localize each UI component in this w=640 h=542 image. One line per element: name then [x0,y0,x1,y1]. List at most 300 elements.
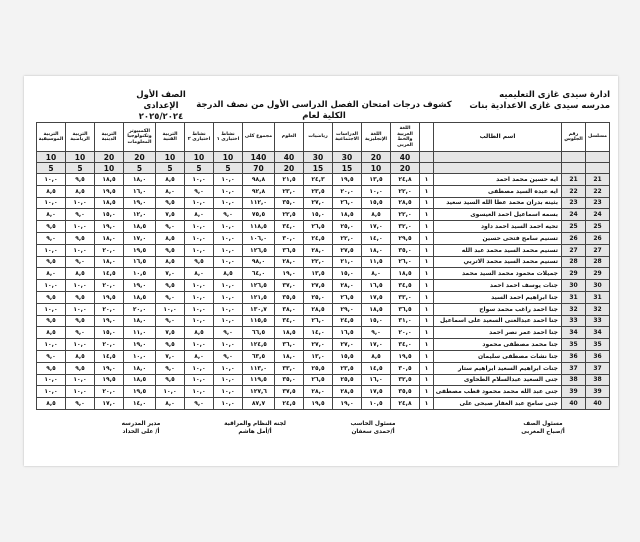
col-header-name: اسم الطالب [434,123,562,152]
seat-number-cell: 23 [562,197,586,209]
min-cell: 5 [214,163,243,174]
religion-grade-cell: ١٨,٠ [95,232,124,244]
activity2-grade-cell: ٨,٠ [185,209,214,221]
social-studies-grade-cell: ٢٧,٥ [333,244,362,256]
seat-number-cell: 27 [562,244,586,256]
computer-grade-cell: ١١,٠ [124,327,156,339]
header-row [37,123,610,152]
max-blank [562,152,586,163]
arabic-grade-cell: ٣٢,٥ [391,374,420,386]
flag-cell: ١ [420,339,434,351]
english-grade-cell: ١٧,٠ [362,339,391,351]
flag-cell: ١ [420,362,434,374]
computer-grade-cell: ١٩,٥ [124,386,156,398]
math-grade-cell: ٢٤,٥ [304,232,333,244]
min-cell: 15 [333,163,362,174]
activity2-grade-cell: ١٠,٠ [185,232,214,244]
serial-cell: 40 [586,398,610,410]
activity1-grade-cell: ١٠,٠ [214,339,243,351]
religion-grade-cell: ١٩,٥ [95,374,124,386]
science-grade-cell: ١٨,٥ [275,327,304,339]
min-cell: 5 [37,163,66,174]
min-blank [562,163,586,174]
music-grade-cell: ٩,٥ [37,221,66,233]
min-blank [420,163,434,174]
computer-grade-cell: ١٩,٠ [124,280,156,292]
activity2-grade-cell: ١٠,٠ [185,303,214,315]
seat-number-cell: 39 [562,386,586,398]
activity2-grade-cell: ١٠,٠ [185,315,214,327]
math-grade-cell: ١٣,٥ [304,268,333,280]
science-grade-cell: ٣٤,٠ [275,315,304,327]
activity1-grade-cell: ١٠,٠ [214,197,243,209]
seat-number-cell: 40 [562,398,586,410]
music-grade-cell: ٩,٠ [37,232,66,244]
min-marks-row [37,163,610,174]
arabic-grade-cell: ٣٤,٠ [391,339,420,351]
social-studies-grade-cell: ١٥,٠ [333,268,362,280]
computer-grade-cell: ١٦,٠ [124,185,156,197]
social-studies-grade-cell: ٢٨,٥ [333,386,362,398]
social-studies-grade-cell: ٢٧,٠ [333,339,362,351]
table-row [37,185,610,197]
math-grade-cell: ٢٧,٠ [304,197,333,209]
total-grade-cell: ١٢٤,٥ [243,339,275,351]
activity2-grade-cell: ٨,٥ [185,327,214,339]
sports-grade-cell: ٨,٥ [66,268,95,280]
social-studies-grade-cell: ١٥,٥ [333,350,362,362]
social-studies-grade-cell: ٢٤,٥ [333,315,362,327]
math-grade-cell: ١٩,٥ [304,398,333,410]
activity1-grade-cell: ١٠,٠ [214,280,243,292]
student-name-cell: ايه حسين محمد احمد [434,174,562,186]
school-header [469,90,610,112]
sports-grade-cell: ٨,٥ [66,185,95,197]
seat-number-cell: 26 [562,232,586,244]
religion-grade-cell: ١٩,٠ [95,315,124,327]
art-grade-cell: ٩,٥ [156,244,185,256]
serial-cell: 22 [586,185,610,197]
sports-grade-cell: ٩,٥ [66,232,95,244]
grade-sheet [24,76,618,466]
signature-name: أ/صباح المغربى [521,429,565,435]
music-grade-cell: ١٠,٠ [37,244,66,256]
total-grade-cell: ٩٨,٠ [243,256,275,268]
social-studies-grade-cell: ٢٥,٥ [333,374,362,386]
min-cell: 15 [304,163,333,174]
activity1-grade-cell: ٩,٠ [214,350,243,362]
student-name-cell: جنا احمد راغب محمد سواح [434,303,562,315]
col-header-arabic: اللغة العربية والخط العربى [391,123,420,152]
min-cell: 5 [185,163,214,174]
religion-grade-cell: ١٨,٠ [95,256,124,268]
english-grade-cell: ١٦,٠ [362,374,391,386]
serial-cell: 34 [586,327,610,339]
activity1-grade-cell: ١٠,٠ [214,232,243,244]
table-row [37,221,610,233]
grade-level: الصف الأول الإعدادى [136,90,186,111]
activity1-grade-cell: ١٠,٠ [214,244,243,256]
total-grade-cell: ٧٥,٥ [243,209,275,221]
total-grade-cell: ٨٧,٧ [243,398,275,410]
english-grade-cell: ١٠,٠ [362,185,391,197]
serial-cell: 37 [586,362,610,374]
music-grade-cell: ٩,٥ [37,291,66,303]
table-row [37,256,610,268]
activity1-grade-cell: ١٠,٠ [214,291,243,303]
serial-cell: 25 [586,221,610,233]
max-cell: 20 [124,152,156,163]
seat-number-cell: 32 [562,303,586,315]
music-grade-cell: ١٠,٠ [37,303,66,315]
total-grade-cell: ٩٢,٨ [243,185,275,197]
english-grade-cell: ٨,٥ [362,350,391,362]
student-name-cell: جنا محمد مصطفى محمود [434,339,562,351]
religion-grade-cell: ١٩,٥ [95,291,124,303]
max-cell: 10 [214,152,243,163]
total-grade-cell: ٦٦,٥ [243,327,275,339]
col-header-art: التربية الفنية [156,123,185,152]
science-grade-cell: ٣٤,٠ [275,221,304,233]
flag-cell: ١ [420,209,434,221]
religion-grade-cell: ٢٠,٠ [95,303,124,315]
art-grade-cell: ١٠,٠ [156,386,185,398]
arabic-grade-cell: ٢٤,٨ [391,174,420,186]
art-grade-cell: ٨,٥ [156,174,185,186]
science-grade-cell: ٣٥,٥ [275,291,304,303]
activity2-grade-cell: ١٠,٠ [185,174,214,186]
english-grade-cell: ١٥,٠ [362,315,391,327]
art-grade-cell: ٩,٥ [156,339,185,351]
english-grade-cell: ١٤,٠ [362,232,391,244]
sports-grade-cell: ٩,٥ [66,315,95,327]
english-grade-cell: ١٧,٥ [362,291,391,303]
col-header-activity2: نشاط اختيارى ٢ [185,123,214,152]
total-grade-cell: ١١٢,٠ [243,197,275,209]
col-header-computer: الكمبيوتر وتكنولوجيا المعلومات [124,123,156,152]
activity2-grade-cell: ٩,٠ [185,185,214,197]
student-name-cell: جميلات محمود محمد السيد محمد [434,268,562,280]
math-grade-cell: ٢٦,٥ [304,374,333,386]
min-cell: 5 [124,163,156,174]
religion-grade-cell: ٢٠,٠ [95,244,124,256]
computer-grade-cell: ٢٠,٠ [124,303,156,315]
activity2-grade-cell: ١٠,٠ [185,291,214,303]
computer-grade-cell: ١٨,٥ [124,374,156,386]
administration-name: ادارة سيدى غازى التعليميه [499,90,610,100]
table-row [37,232,610,244]
serial-cell: 31 [586,291,610,303]
activity1-grade-cell: ١٠,٠ [214,174,243,186]
computer-grade-cell: ١٨,٥ [124,291,156,303]
activity2-grade-cell: ١٠,٠ [185,280,214,292]
math-grade-cell: ٢٦,٠ [304,315,333,327]
activity1-grade-cell: ١٠,٠ [214,398,243,410]
max-blank [434,152,562,163]
activity2-grade-cell: ١٠,٠ [185,362,214,374]
serial-cell: 35 [586,339,610,351]
student-name-cell: جنى السعيد عبدالسلام الطحاوى [434,374,562,386]
activity1-grade-cell: ١٠,٠ [214,374,243,386]
total-grade-cell: ١١٥,٥ [243,315,275,327]
music-grade-cell: ١٠,٠ [37,386,66,398]
grade-header [122,90,200,123]
art-grade-cell: ٨,٥ [156,232,185,244]
total-grade-cell: ١٢٦,٥ [243,244,275,256]
table-row [37,386,610,398]
serial-cell: 32 [586,303,610,315]
table-row [37,209,610,221]
math-grade-cell: ٢٨,٠ [304,386,333,398]
arabic-grade-cell: ٢٨,٥ [391,197,420,209]
sports-grade-cell: ١٠,٠ [66,339,95,351]
social-studies-grade-cell: ٢٢,٠ [333,232,362,244]
serial-cell: 24 [586,209,610,221]
max-cell: 20 [95,152,124,163]
table-row [37,339,610,351]
flag-cell: ١ [420,327,434,339]
col-header-activity1: نشاط اختيارى ١ [214,123,243,152]
flag-cell: ١ [420,350,434,362]
art-grade-cell: ٨,٠ [156,185,185,197]
max-cell: 140 [243,152,275,163]
math-grade-cell: ٢٢,٠ [304,256,333,268]
social-studies-grade-cell: ١٩,٥ [333,174,362,186]
max-blank [586,152,610,163]
religion-grade-cell: ١٨,٥ [95,197,124,209]
min-cell: 10 [362,163,391,174]
total-grade-cell: ١٢٧,٦ [243,386,275,398]
seat-number-cell: 35 [562,339,586,351]
flag-cell: ١ [420,256,434,268]
min-cell: 5 [156,163,185,174]
science-grade-cell: ٣٣,٠ [275,362,304,374]
total-grade-cell: ١٢٦,٥ [243,280,275,292]
science-grade-cell: ٢٤,٥ [275,398,304,410]
min-cell: 70 [243,163,275,174]
activity2-grade-cell: ١٠,٠ [185,244,214,256]
science-grade-cell: ٢١,٥ [275,174,304,186]
activity1-grade-cell: ١٠,٠ [214,315,243,327]
sports-grade-cell: ١٠,٠ [66,280,95,292]
arabic-grade-cell: ١٨,٥ [391,268,420,280]
science-grade-cell: ٢٢,٥ [275,209,304,221]
art-grade-cell: ٩,٥ [156,197,185,209]
flag-cell: ١ [420,244,434,256]
english-grade-cell: ٨,٠ [362,268,391,280]
academic-year: ٢٠٢٥/٢٠٢٤ [138,112,184,122]
science-grade-cell: ١٩,٠ [275,268,304,280]
religion-grade-cell: ٢٠,٠ [95,280,124,292]
english-grade-cell: ١٠,٥ [362,398,391,410]
col-header-english: اللغة الإنجليزية [362,123,391,152]
music-grade-cell: ٨,٥ [37,398,66,410]
serial-cell: 21 [586,174,610,186]
computer-grade-cell: ١٦,٥ [124,256,156,268]
signature-title: لجنه النظام والمراقبة [224,421,286,427]
sports-grade-cell: ٩,٥ [66,174,95,186]
science-grade-cell: ٢٨,٠ [275,256,304,268]
max-cell: 40 [275,152,304,163]
max-cell: 10 [37,152,66,163]
signature-title: مدير المدرسه [121,421,161,427]
max-cell: 10 [185,152,214,163]
math-grade-cell: ٢٧,٥ [304,280,333,292]
min-blank [434,163,562,174]
computer-grade-cell: ١٩,٠ [124,197,156,209]
activity1-grade-cell: ٩,٠ [214,209,243,221]
flag-cell: ١ [420,315,434,327]
student-name-cell: تحيه احمد السيد احمد داود [434,221,562,233]
col-header-sports: التربية الرياضية [66,123,95,152]
music-grade-cell: ٩,٥ [37,256,66,268]
max-cell: 30 [304,152,333,163]
table-row [37,244,610,256]
computer-grade-cell: ١٩,٠ [124,339,156,351]
science-grade-cell: ٣٠,٠ [275,232,304,244]
computer-grade-cell: ١٨,٠ [124,174,156,186]
sports-grade-cell: ٩,٠ [66,327,95,339]
activity2-grade-cell: ١٠,٠ [185,221,214,233]
signature-name: أ/ على الحداد [122,429,160,435]
art-grade-cell: ٨,٠ [156,398,185,410]
activity1-grade-cell: ١٠,٠ [214,303,243,315]
sports-grade-cell: ١٠,٠ [66,303,95,315]
student-name-cell: جنى سامح عبد الغفار صبحى على [434,398,562,410]
school-name: مدرسه سيدى غازى الاعدادية بنات [469,101,610,111]
art-grade-cell: ٧,٠ [156,350,185,362]
signature-name: أ/أمل هاشم [238,429,272,435]
flag-cell: ١ [420,232,434,244]
computer-grade-cell: ١٩,٥ [124,244,156,256]
table-row [37,303,610,315]
student-name-cell: تسنيم سامح فتحى حسين [434,232,562,244]
col-header-seat: رقم الجلوس [562,123,586,152]
arabic-grade-cell: ٣٦,٥ [391,303,420,315]
total-grade-cell: ١٠٦,٠ [243,232,275,244]
seat-number-cell: 37 [562,362,586,374]
signature-name: أ/حمدى سعفان [351,429,395,435]
min-cell: 10 [95,163,124,174]
student-name-cell: جنا احمد عمر نصر احمد [434,327,562,339]
student-name-cell: بسمه اسماعيل احمد العيسوى [434,209,562,221]
flag-cell: ١ [420,197,434,209]
social-studies-grade-cell: ١٨,٥ [333,209,362,221]
activity1-grade-cell: ١٠,٠ [214,221,243,233]
table-row [37,374,610,386]
serial-cell: 28 [586,256,610,268]
arabic-grade-cell: ٣٣,٠ [391,291,420,303]
computer-grade-cell: ١٨,٠ [124,362,156,374]
table-row [37,350,610,362]
min-cell: 20 [275,163,304,174]
music-grade-cell: ٩,٥ [37,362,66,374]
music-grade-cell: ١٠,٠ [37,197,66,209]
religion-grade-cell: ٢٠,٠ [95,386,124,398]
serial-cell: 23 [586,197,610,209]
seat-number-cell: 31 [562,291,586,303]
arabic-grade-cell: ٣٥,٠ [391,244,420,256]
math-grade-cell: ٢٨,٥ [304,303,333,315]
seat-number-cell: 36 [562,350,586,362]
social-studies-grade-cell: ٢٥,٠ [333,221,362,233]
social-studies-grade-cell: ٢٨,٠ [333,280,362,292]
activity1-grade-cell: ١٠,٠ [214,256,243,268]
arabic-grade-cell: ٢٢,٠ [391,185,420,197]
col-header-serial: مسلسل [586,123,610,152]
arabic-grade-cell: ٢٦,٠ [391,256,420,268]
computer-grade-cell: ١٠,٥ [124,268,156,280]
sports-grade-cell: ١٠,٠ [66,197,95,209]
min-cell: 20 [391,163,420,174]
arabic-grade-cell: ٢٩,٥ [391,232,420,244]
seat-number-cell: 25 [562,221,586,233]
activity1-grade-cell: ١٠,٠ [214,185,243,197]
sports-grade-cell: ٩,٠ [66,398,95,410]
table-row [37,197,610,209]
student-name-cell: تسنيم محمد السيد محمد عبد الله [434,244,562,256]
signature-title: مسئول الصف [523,421,563,427]
total-grade-cell: ١١٨,٥ [243,221,275,233]
activity2-grade-cell: ١٠,٠ [185,386,214,398]
art-grade-cell: ١٠,٠ [156,303,185,315]
sports-grade-cell: ١٠,٠ [66,244,95,256]
music-grade-cell: ١٠,٠ [37,174,66,186]
activity2-grade-cell: ١٠,٠ [185,197,214,209]
signature-title: مسئول الحاسب [350,421,396,427]
computer-grade-cell: ١٧,٠ [124,232,156,244]
flag-cell: ١ [420,268,434,280]
max-marks-row [37,152,610,163]
activity1-grade-cell: ١٠,٠ [214,362,243,374]
social-studies-grade-cell: ٢٣,٥ [333,362,362,374]
signature-exam-committee [210,420,300,436]
art-grade-cell: ٧,٠ [156,268,185,280]
arabic-grade-cell: ٣٠,٥ [391,362,420,374]
religion-grade-cell: ١٧,٠ [95,398,124,410]
activity1-grade-cell: ٩,٠ [214,327,243,339]
table-row [37,362,610,374]
math-grade-cell: ٢٤,٣ [304,174,333,186]
computer-grade-cell: ١٨,٥ [124,221,156,233]
science-grade-cell: ٣٦,٥ [275,244,304,256]
music-grade-cell: ٩,٥ [37,315,66,327]
sports-grade-cell: ٩,٠ [66,209,95,221]
table-row [37,291,610,303]
flag-cell: ١ [420,221,434,233]
arabic-grade-cell: ١٩,٥ [391,350,420,362]
signature-class-supervisor [498,420,588,436]
sports-grade-cell: ١٠,٠ [66,386,95,398]
science-grade-cell: ٣٧,٥ [275,386,304,398]
math-grade-cell: ٢٥,٠ [304,291,333,303]
flag-cell: ١ [420,174,434,186]
english-grade-cell: ١٨,٠ [362,244,391,256]
music-grade-cell: ٨,٥ [37,185,66,197]
art-grade-cell: ٧,٥ [156,327,185,339]
arabic-grade-cell: ٣٤,٥ [391,280,420,292]
activity2-grade-cell: ١٠,٠ [185,339,214,351]
math-grade-cell: ٢٧,٠ [304,339,333,351]
social-studies-grade-cell: ١٦,٥ [333,327,362,339]
math-grade-cell: ١٤,٠ [304,327,333,339]
student-name-cell: جنا ابراهيم احمد السيد [434,291,562,303]
table-row [37,398,610,410]
student-name-cell: جنات يوسف احمد احمد [434,280,562,292]
total-grade-cell: ١٢١,٥ [243,291,275,303]
student-name-cell: ايه عبده السيد مصطفى [434,185,562,197]
signature-computer-officer [328,420,418,436]
